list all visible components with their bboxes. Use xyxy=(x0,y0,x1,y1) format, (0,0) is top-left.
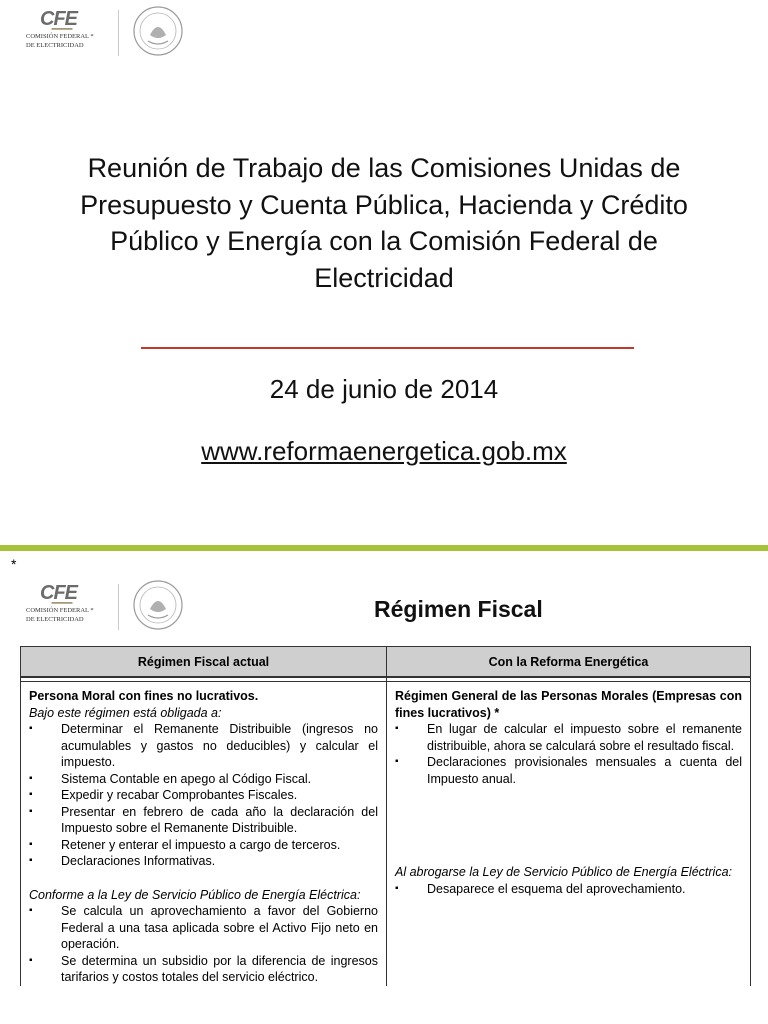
current-law-intro: Conforme a la Ley de Servicio Público de Energía Eléctrica: xyxy=(29,887,361,902)
slide-title: Régimen Fiscal xyxy=(374,596,543,622)
list-item: ▪ Expedir y recabar Comprobantes Fiscales. xyxy=(29,787,378,804)
column-header-current: Régimen Fiscal actual xyxy=(21,647,387,678)
cfe-name-line1: COMISIÓN FEDERAL * xyxy=(26,33,94,40)
slide-title: Reunión de Trabajo de las Comisiones Unidas de Presupuesto y Cuenta Pública, Hacienda y Crédito Público y Energía con la Comisión Federal de Electricidad xyxy=(80,153,688,293)
list-item: ▪ Declaraciones Informativas. xyxy=(29,853,378,870)
list-item: ▪ Presentar en febrero de cada año la declaración del Impuesto sobre el Remanente Distribuible. xyxy=(29,804,378,837)
fiscal-regime-slide xyxy=(0,574,768,1024)
column-header-reform: Con la Reforma Energética xyxy=(387,647,751,678)
slide-separator-bar xyxy=(0,545,768,551)
red-divider-line xyxy=(141,347,634,349)
current-law-list xyxy=(29,903,378,986)
reform-law-list xyxy=(395,881,742,898)
list-item: ▪ Se calcula un aprovechamiento a favor del Gobierno Federal a una tasa aplicada sobre el Activo Fijo neto en operación. xyxy=(29,903,378,953)
meeting-date: 24 de junio de 2014 xyxy=(269,374,499,404)
current-regime-cell xyxy=(21,682,387,986)
reform-heading: Régimen General de las Personas Morales (Empresas con fines lucrativos) * xyxy=(395,689,742,720)
website-link[interactable]: www.reformaenergetica.gob.mx xyxy=(201,436,567,466)
logo-divider xyxy=(118,584,119,630)
cfe-wordmark: CFE xyxy=(40,8,77,30)
slide-marker: * xyxy=(11,556,17,572)
current-obligations-list xyxy=(29,721,378,870)
reform-regime-cell xyxy=(387,682,751,986)
cfe-logo xyxy=(0,0,200,62)
cfe-wordmark: CFE xyxy=(40,582,77,604)
list-item: ▪ Desaparece el esquema del aprovechamiento. xyxy=(395,881,742,898)
mexico-seal-icon xyxy=(132,579,184,631)
fiscal-comparison-table xyxy=(20,646,751,986)
logo-divider xyxy=(118,10,119,56)
list-item: ▪ Declaraciones provisionales mensuales a cuenta del Impuesto anual. xyxy=(395,754,742,787)
list-item: ▪ Determinar el Remanente Distribuible (ingresos no acumulables y gastos no deducibles) y calcular el impuesto. xyxy=(29,721,378,771)
list-item: ▪ Sistema Contable en apego al Código Fiscal. xyxy=(29,771,378,788)
cfe-name-line2: DE ELECTRICIDAD xyxy=(26,42,84,49)
list-item: ▪ En lugar de calcular el impuesto sobre el remanente distribuible, ahora se calculará sobre el resultado fiscal. xyxy=(395,721,742,754)
reform-changes-list xyxy=(395,721,742,787)
list-item: ▪ Retener y enterar el impuesto a cargo de terceros. xyxy=(29,837,378,854)
list-item: ▪ Se determina un subsidio por la diferencia de ingresos tarifarios y costos totales del servicio eléctrico. xyxy=(29,953,378,986)
current-intro: Bajo este régimen está obligada a: xyxy=(29,705,222,720)
cfe-logo xyxy=(0,574,200,636)
cfe-name-line2: DE ELECTRICIDAD xyxy=(26,616,84,623)
current-heading: Persona Moral con fines no lucrativos. xyxy=(29,689,259,703)
cfe-name-line1: COMISIÓN FEDERAL * xyxy=(26,607,94,614)
mexico-seal-icon xyxy=(132,5,184,57)
reform-law-intro: Al abrogarse la Ley de Servicio Público de Energía Eléctrica: xyxy=(395,865,732,879)
